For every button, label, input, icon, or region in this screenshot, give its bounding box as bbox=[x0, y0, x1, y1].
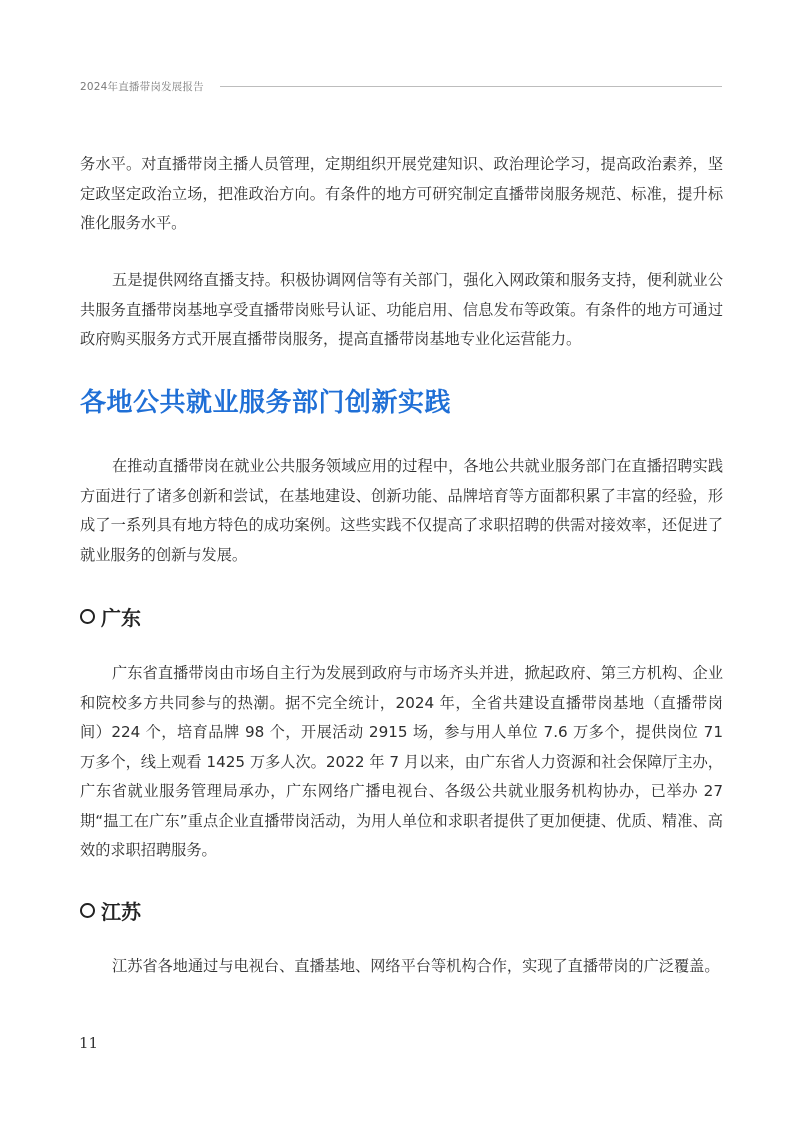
paragraph-jiangsu: 江苏省各地通过与电视台、直播基地、网络平台等机构合作，实现了直播带岗的广泛覆盖。 bbox=[112, 957, 720, 975]
subsection-guangdong-title bbox=[80, 601, 141, 631]
page-number: 11 bbox=[79, 1034, 99, 1052]
circle-bullet-icon bbox=[80, 903, 95, 918]
section-intro-paragraph: 在推动直播带岗在就业公共服务领域应用的过程中，各地公共就业服务部门在直播招聘实践方面进行了诸多创新和尝试，在基地建设、创新功能、品牌培育等方面都积累了丰富的经验，形成了一系列具有地方特色的成功案例。这些实践不仅提高了求职招聘的供需对接效率，还促进了就业服务的创新与发展。 bbox=[80, 457, 723, 564]
header-divider bbox=[220, 86, 722, 87]
paragraph-network-support: 五是提供网络直播支持。积极协调网信等有关部门，强化入网政策和服务支持，便利就业公共服务直播带岗基地享受直播带岗账号认证、功能启用、信息发布等政策。有条件的地方可通过政府购买服务方式开展直播带岗服务，提高直播带岗基地专业化运营能力。 bbox=[80, 271, 723, 348]
page-header bbox=[80, 76, 722, 96]
paragraph-service-level: 务水平。对直播带岗主播人员管理，定期组织开展党建知识、政治理论学习，提高政治素养，坚定政坚定政治立场，把准政治方向。有条件的地方可研究制定直播带岗服务规范、标准，提升标准化服务水平。 bbox=[80, 155, 723, 232]
circle-bullet-icon bbox=[80, 609, 95, 624]
header-title: 2024年直播带岗发展报告 bbox=[80, 80, 204, 93]
subsection-guangdong-label: 广东 bbox=[101, 605, 141, 630]
section-title: 各地公共就业服务部门创新实践 bbox=[80, 388, 452, 418]
paragraph-guangdong: 广东省直播带岗由市场自主行为发展到政府与市场齐头并进，掀起政府、第三方机构、企业和院校多方共同参与的热潮。据不完全统计，2024 年，全省共建设直播带岗基地（直播带岗间）224 个，培育品牌 98 个，开展活动 2915 场，参与用人单位 7.6 万多个，提供岗位 71 万多个，线上观看 1425 万多人次。2022 年 7 月以来，由广东省人力资源和社会保障厅主办，广东省就业服务管理局承办，广东网络广播电视台、各级公共就业服务机构协办，已举办 27 期“揾工在广东”重点企业直播带岗活动，为用人单位和求职者提供了更加便捷、优质、精准、高效的求职招聘服务。 bbox=[80, 664, 723, 859]
subsection-jiangsu-title bbox=[80, 895, 141, 925]
subsection-jiangsu-label: 江苏 bbox=[101, 899, 141, 924]
